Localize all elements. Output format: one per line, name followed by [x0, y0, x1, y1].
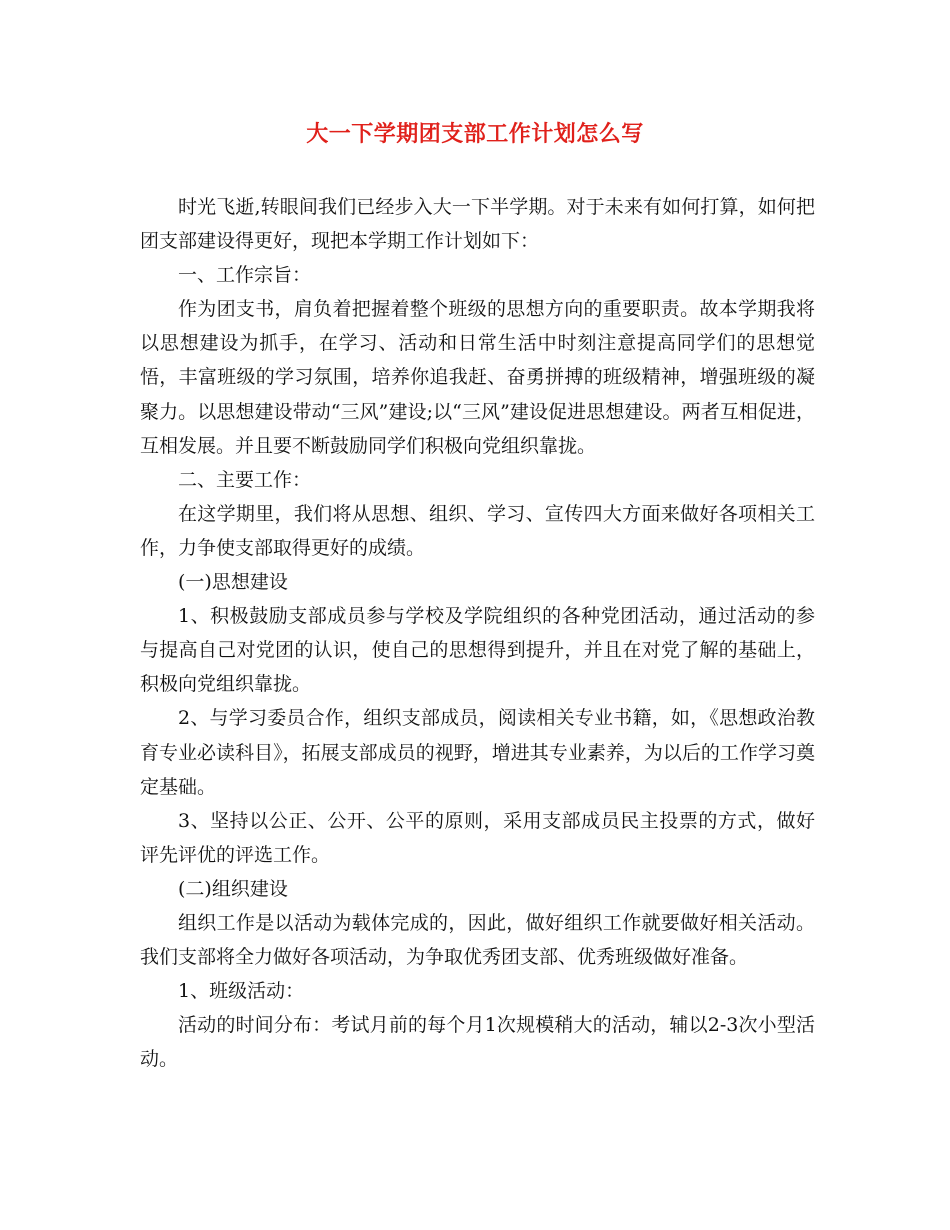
- heading-organization: (二)组织建设: [178, 877, 288, 900]
- heading-ideology: (一)思想建设: [178, 571, 288, 594]
- list-item-ideology-2: 2、与学习委员合作，组织支部成员，阅读相关专业书籍，如，《思想政治教育专业必读科目》，拓展支部成员的视野，增进其专业素养，为以后的工作学习奠定基础。: [140, 707, 815, 798]
- paragraph-main-work: 在这学期里，我们将从思想、组织、学习、宣传四大方面来做好各项相关工作，力争使支部取得更好的成绩。: [140, 502, 815, 559]
- paragraph-organization: 组织工作是以活动为载体完成的，因此，做好组织工作就要做好相关活动。我们支部将全力做好各项活动，为争取优秀团支部、优秀班级做好准备。: [140, 911, 815, 969]
- list-item-ideology-1: 1、积极鼓励支部成员参与学校及学院组织的各种党团活动，通过活动的参与提高自己对党团的认识，使自己的思想得到提升，并且在对党了解的基础上，积极向党组织靠拢。: [140, 605, 815, 696]
- list-item-ideology-3: 3、坚持以公正、公开、公平的原则，采用支部成员民主投票的方式，做好评先评优的评选工作。: [140, 809, 815, 866]
- heading-main-work: 二、主要工作：: [178, 468, 312, 491]
- paragraph-intro: 时光飞逝,转眼间我们已经步入大一下半学期。对于未来有如何打算，如何把团支部建设得更好，现把本学期工作计划如下：: [140, 196, 815, 253]
- document-body: [140, 190, 815, 1076]
- paragraph-purpose: 作为团支书，肩负着把握着整个班级的思想方向的重要职责。故本学期我将以思想建设为抓手，在学习、活动和日常生活中时刻注意提高同学们的思想觉悟，丰富班级的学习氛围，培养你追我赶、奋勇拼搏的班级精神，增强班级的凝聚力。以思想建设带动“三风”建设;以“三风”建设促进思想建设。两者互相促进，互相发展。并且要不断鼓励同学们积极向党组织靠拢。: [140, 298, 815, 457]
- heading-purpose: 一、工作宗旨：: [178, 264, 312, 287]
- heading-class-activities: 1、班级活动：: [178, 980, 305, 1003]
- paragraph-activity-schedule: 活动的时间分布：考试月前的每个月1次规模稍大的活动，辅以2-3次小型活动。: [140, 1014, 815, 1071]
- document-title: 大一下学期团支部工作计划怎么写: [306, 122, 644, 147]
